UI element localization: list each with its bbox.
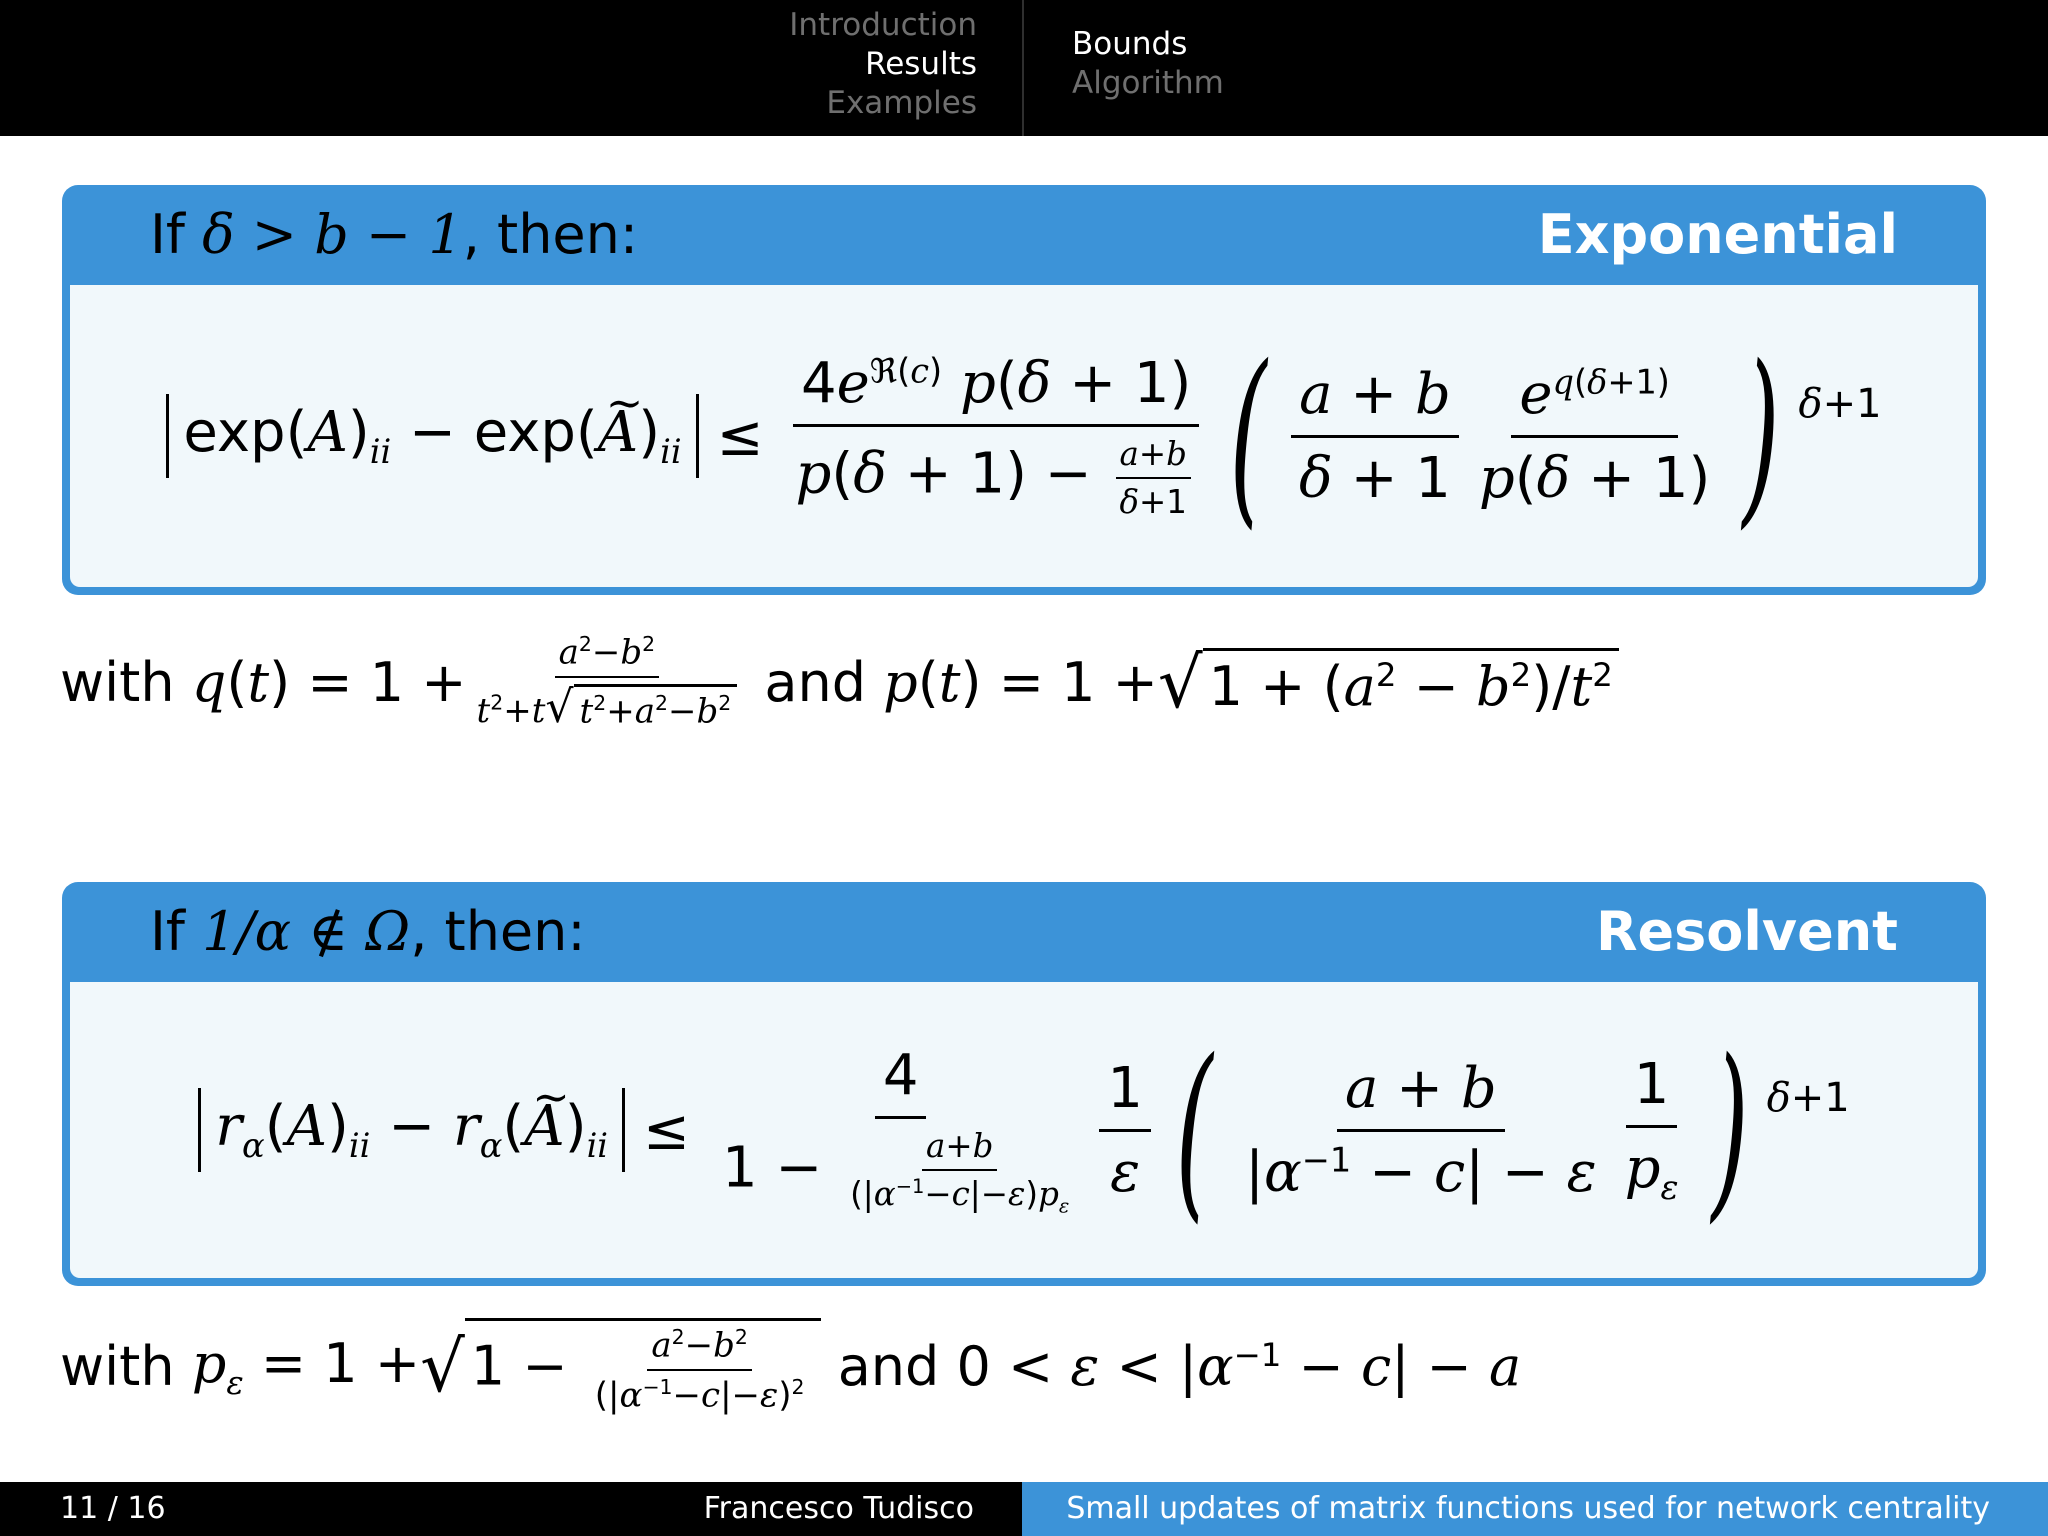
footer xyxy=(0,1482,2048,1536)
power-term: ( $\frac{a + b}{|\alpha^{-1} - c| - \varepsilon}$ $\frac{1}{p_\varepsilon}$ ) δ+1 xyxy=(1175,1019,1850,1240)
condition-math: δ > b − 1 xyxy=(202,203,463,266)
author-name: Francesco Tudisco xyxy=(703,1491,974,1526)
aux-definitions-exponential: with q(t) = 1 + $a^2-b^2$ $t^2+t$ √ $t^2+a^2-b^2$ and p(t) = 1 + √ $1 + (a^2 - b^2)/t^2$ xyxy=(60,632,1619,733)
exponential-bound-formula: $\exp(A)_{ii}$ − exp(~ $A)_{ii}$ ≤ $4e^{ℜ(c)}$ p(δ + 1) p(δ + 1) − $\frac{a+b}{\delta+1}$ ( $\frac{a + b}{\delta + 1}$ $\frac{e^{q(\delta+1)}}{p(\delta + 1)}$ ) δ+1 xyxy=(70,285,1978,587)
nav-subsection-bounds[interactable]: Bounds xyxy=(1072,26,1188,62)
block-title: Exponential xyxy=(1537,203,1898,266)
footer-left xyxy=(0,1482,1022,1536)
prefactor-fraction: 4 1 − $\frac{a+b}{(|\alpha^{-1}-c|-\varepsilon)p_\varepsilon}$ xyxy=(721,1042,1070,1218)
resolvent-bound-formula: $r_\alpha(A)_{ii}$ − $r_\alpha(\sim$ $A)_{ii}$ ≤ 4 1 − $\frac{a+b}{(|\alpha^{-1}-c|-\varepsilon)p_\varepsilon}$ $\frac{1}{\varepsilon}$ ( $\frac{a + b}{|\alpha^{-1} - c| - \varepsilon}$ $\frac{1}{p_\varepsilon}$ ) δ+1 xyxy=(70,982,1978,1278)
block-condition: If δ > b − 1, then: xyxy=(150,203,639,266)
block-condition: If 1/α ∉ Ω, then: xyxy=(150,900,586,963)
footer-right xyxy=(1022,1482,2048,1536)
power-term: ( $\frac{a + b}{\delta + 1}$ $\frac{e^{q(\delta+1)}}{p(\delta + 1)}$ ) δ+1 xyxy=(1229,325,1882,546)
nav-section-results[interactable]: Results xyxy=(865,46,977,82)
nav-section-introduction[interactable]: Introduction xyxy=(789,7,977,43)
page-number: 11 / 16 xyxy=(60,1491,166,1526)
header-navigation xyxy=(0,0,2048,136)
block-title: Resolvent xyxy=(1595,900,1898,963)
nav-section-examples[interactable]: Examples xyxy=(826,85,977,121)
aux-definitions-resolvent: with $p_\varepsilon = 1$ + √ 1 − $\frac{a^2-b^2}{(|\alpha^{-1}-c|-\varepsilon)^2}$ and $0 < \varepsilon < |\alpha^{-1} - c| - a$ xyxy=(60,1318,1521,1416)
block-body xyxy=(70,285,1978,587)
theorem-block-resolvent xyxy=(62,882,1986,1286)
block-body xyxy=(70,982,1978,1278)
abs-difference: $\exp(A)_{ii}$ − exp(~ $A)_{ii}$ xyxy=(166,394,698,477)
nav-subsection-algorithm[interactable]: Algorithm xyxy=(1072,65,1224,101)
section-navigation xyxy=(789,6,977,123)
nav-divider xyxy=(1022,0,1024,136)
presentation-title: Small updates of matrix functions used for network centrality xyxy=(1066,1491,1990,1526)
block-header xyxy=(62,185,1986,285)
theorem-block-exponential xyxy=(62,185,1986,595)
prefactor-fraction: $4e^{ℜ(c)}$ p(δ + 1) p(δ + 1) − $\frac{a+b}{\delta+1}$ xyxy=(788,351,1205,521)
block-header xyxy=(62,882,1986,982)
condition-math: 1/α ∉ Ω xyxy=(202,900,411,963)
abs-difference: $r_\alpha(A)_{ii}$ − $r_\alpha(\sim$ $A)_{ii}$ xyxy=(198,1088,625,1171)
subsection-navigation xyxy=(1072,25,1224,103)
